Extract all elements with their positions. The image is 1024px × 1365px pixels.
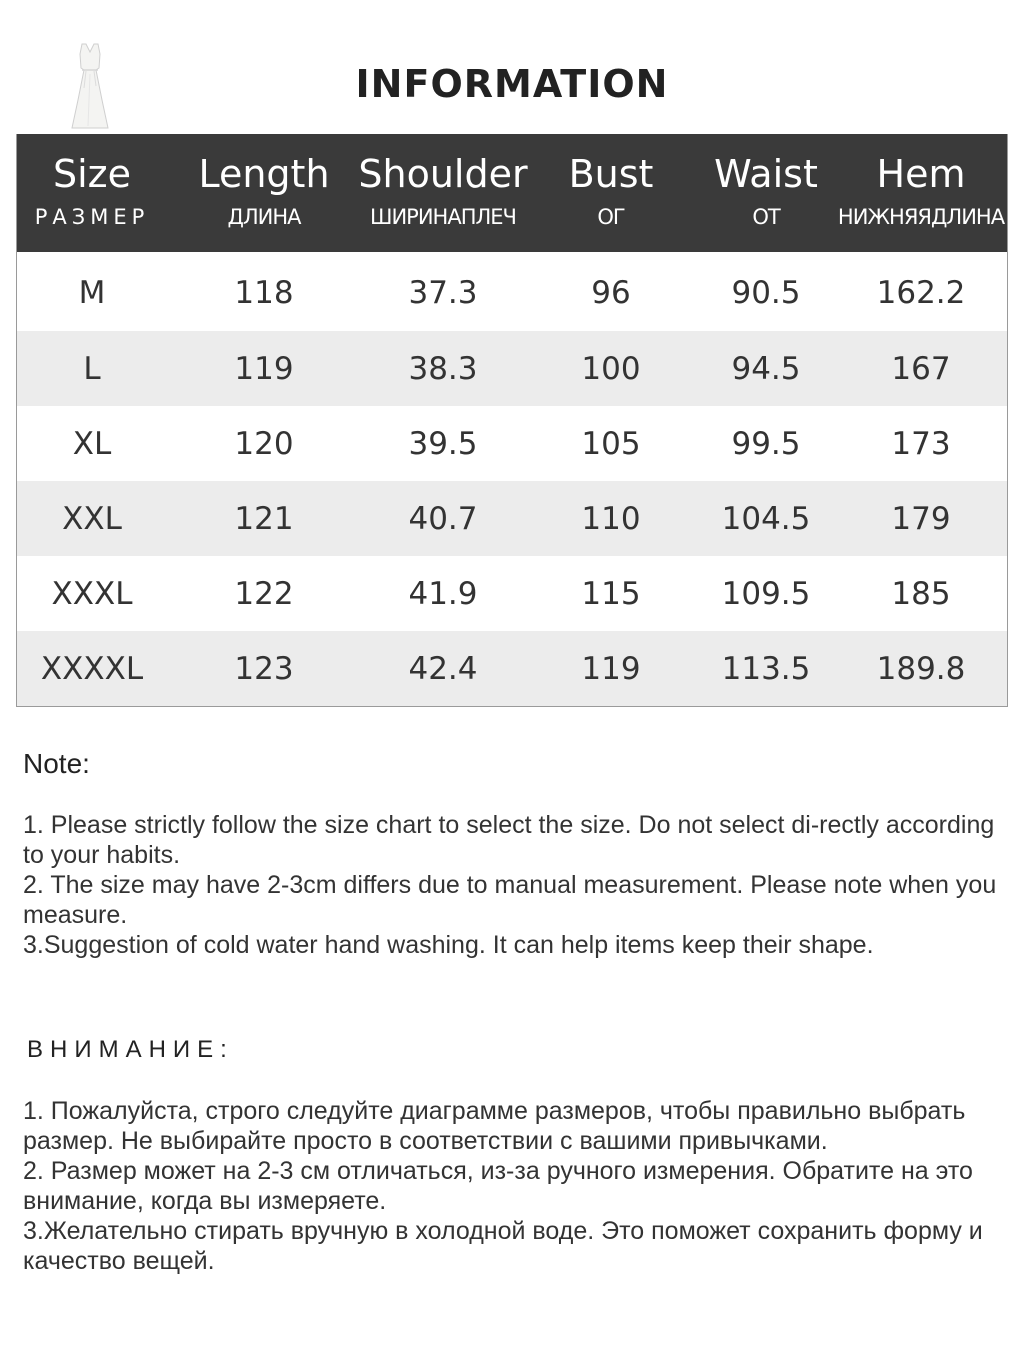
waist-cell: 99.5	[731, 425, 801, 462]
hem-cell: 189.8	[876, 650, 966, 687]
hem-cell: 185	[891, 575, 951, 612]
note-line: 1. Please strictly follow the size chart to select the size. Do not select di-rectly according to your habits.	[23, 811, 995, 869]
page-title: INFORMATION	[355, 62, 669, 106]
waist-cell: 113.5	[721, 650, 811, 687]
hem-cell: 173	[891, 425, 951, 462]
column-header-shoulder	[358, 134, 528, 252]
column-header-waist	[697, 134, 835, 252]
bust-cell: 100	[581, 350, 641, 387]
table-row	[17, 481, 1007, 556]
shoulder-cell: 38.3	[408, 350, 478, 387]
note-line: 3.Suggestion of cold water hand washing. It can help items keep their shape.	[23, 931, 874, 959]
table-row	[17, 631, 1007, 706]
column-header-hem	[835, 134, 1007, 252]
size-cell: XL	[72, 425, 112, 462]
shoulder-cell: 41.9	[408, 575, 478, 612]
column-header-label: Length	[198, 152, 330, 196]
shoulder-cell: 42.4	[408, 650, 478, 687]
column-header-sublabel: НИЖНЯЯДЛИНА	[837, 205, 1005, 229]
waist-cell: 94.5	[731, 350, 801, 387]
column-header-label: Shoulder	[358, 152, 528, 196]
table-row	[17, 406, 1007, 481]
table-row	[17, 254, 1007, 331]
ru-note-line: 3.Желательно стирать вручную в холодной воде. Это поможет сохранить форму и качество вещей.	[23, 1217, 983, 1275]
hem-cell: 162.2	[876, 274, 966, 311]
ru-note-body	[23, 1096, 1013, 1276]
waist-cell: 104.5	[721, 500, 811, 537]
column-header-bust	[525, 134, 697, 252]
length-cell: 123	[234, 650, 294, 687]
length-cell: 121	[234, 500, 294, 537]
bust-cell: 119	[581, 650, 641, 687]
bust-cell: 110	[581, 500, 641, 537]
column-header-sublabel: ОГ	[597, 205, 625, 229]
column-header-sublabel: РАЗМЕР	[34, 205, 150, 229]
table-row	[17, 331, 1007, 406]
size-cell: XXXL	[51, 575, 133, 612]
size-cell: XXL	[62, 500, 122, 537]
shoulder-cell: 40.7	[408, 500, 478, 537]
note-heading: Note:	[23, 748, 90, 779]
column-header-sublabel: ШИРИНАПЛЕЧ	[370, 205, 516, 229]
table-row	[17, 556, 1007, 631]
ru-note-line: 2. Размер может на 2-3 см отличаться, из-за ручного измерения. Обратите на это внимание, когда вы измеряете.	[23, 1157, 973, 1215]
length-cell: 118	[234, 274, 294, 311]
column-header-label: Size	[52, 152, 131, 196]
shoulder-cell: 39.5	[408, 425, 478, 462]
waist-cell: 109.5	[721, 575, 811, 612]
bust-cell: 115	[581, 575, 641, 612]
note-line: 2. The size may have 2-3cm differs due to manual measurement. Please note when you measure.	[23, 871, 997, 929]
shoulder-cell: 37.3	[408, 274, 478, 311]
bust-cell: 105	[581, 425, 641, 462]
ru-note-heading: ВНИМАНИЕ:	[27, 1036, 234, 1063]
table-header-row	[17, 134, 1007, 252]
ru-note-line: 1. Пожалуйста, строго следуйте диаграмме размеров, чтобы правильно выбрать размер. Не выбирайте просто в соответствии с вашими привычками.	[23, 1097, 966, 1155]
size-chart-table	[16, 134, 1008, 707]
waist-cell: 90.5	[731, 274, 801, 311]
column-header-sublabel: ДЛИНА	[227, 205, 301, 229]
bust-cell: 96	[591, 274, 631, 311]
hem-cell: 167	[891, 350, 951, 387]
hem-cell: 179	[891, 500, 951, 537]
length-cell: 119	[234, 350, 294, 387]
column-header-label: Hem	[876, 152, 966, 196]
column-header-length	[167, 134, 361, 252]
length-cell: 120	[234, 425, 294, 462]
size-cell: XXXXL	[40, 650, 144, 687]
column-header-sublabel: ОТ	[752, 205, 780, 229]
column-header-size	[17, 134, 167, 252]
length-cell: 122	[234, 575, 294, 612]
note-body	[23, 810, 1003, 960]
size-cell: M	[78, 274, 106, 311]
size-cell: L	[83, 350, 101, 387]
column-header-label: Waist	[714, 152, 818, 196]
column-header-label: Bust	[568, 152, 654, 196]
